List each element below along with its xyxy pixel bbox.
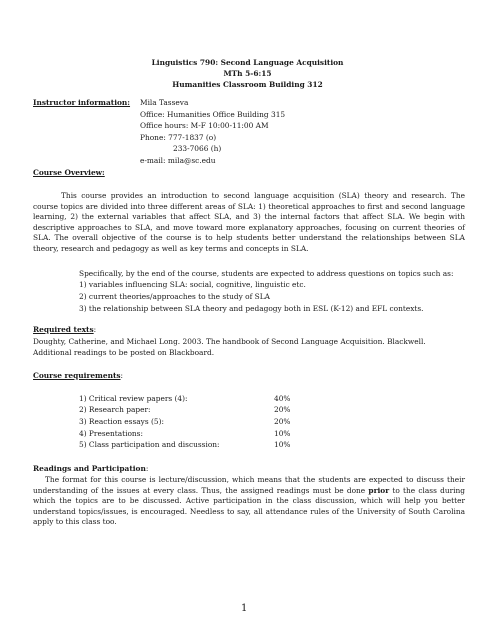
instructor-name: Mila Tasseva <box>140 98 189 107</box>
requirement-name: 5) Class participation and discussion: <box>79 440 220 449</box>
course-location: Humanities Classroom Building 312 <box>172 80 323 89</box>
readings-colon: : <box>145 464 149 473</box>
requirement-percent: 20% <box>274 405 291 414</box>
requirement-row <box>79 417 299 428</box>
course-schedule: MTh 5-6:15 <box>223 69 272 78</box>
required-texts-label: Required texts <box>33 325 94 334</box>
instructor-phone-home: 233-7066 (h) <box>173 144 222 153</box>
readings-text-part: to the class during which the topics are to be discussed. Active participation in the class discussion, which will help you better understand topics/issues, is encouraged. Needless to say, all attendance rules of the University of South Carolina apply to this class too. <box>33 485 465 527</box>
overview-paragraph: This course provides an introduction to second language acquisition (SLA) theory and research. The course topics are divided into three different areas of SLA: 1) theoretical approaches to first and second language learning, 2) the external variables that affect SLA, and 3) the internal factors that affect SLA. We begin with descriptive approaches to SLA, and move toward more explanatory approaches, focusing on current theories of SLA. The overall objective of the course is to help students better understand the relationships between SLA theory, research and pedagogy as well as key terms and concepts in SLA. <box>33 191 465 253</box>
requirement-row <box>79 440 299 451</box>
page-number: 1 <box>241 603 248 614</box>
course-requirements-colon: : <box>120 371 124 380</box>
readings-label: Readings and Participation <box>33 464 146 473</box>
course-title: Linguistics 790: Second Language Acquisition <box>151 58 344 67</box>
overview-topic-item: 1) variables influencing SLA: social, cognitive, linguistic etc. <box>79 280 306 289</box>
requirement-row <box>79 429 299 440</box>
instructor-email: e-mail: mila@sc.edu <box>140 156 216 165</box>
requirement-row <box>79 394 299 405</box>
requirement-name: 4) Presentations: <box>79 429 143 438</box>
requirement-name: 1) Critical review papers (4): <box>79 394 188 403</box>
instructor-label: Instructor information: <box>33 98 131 107</box>
required-texts-colon: : <box>93 325 97 334</box>
instructor-office: Office: Humanities Office Building 315 <box>140 110 286 119</box>
requirement-row <box>79 405 299 416</box>
readings-text-part: The format for this course is lecture/discussion, which means that the students are expected to discuss their understanding of the issues at every class. Thus, the assigned readings must be done <box>33 475 465 495</box>
requirement-name: 2) Research paper: <box>79 405 151 414</box>
required-text-citation: Doughty, Catherine, and Michael Long. 2003. The handbook of Second Language Acquisition. Blackwell. <box>33 337 426 346</box>
instructor-hours: Office hours: M-F 10:00-11:00 AM <box>140 121 269 130</box>
readings-paragraph <box>33 475 465 528</box>
overview-topic-item: 3) the relationship between SLA theory and pedagogy both in ESL (K-12) and EFL contexts. <box>79 304 424 313</box>
requirement-name: 3) Reaction essays (5): <box>79 417 164 426</box>
course-requirements-heading <box>33 371 123 382</box>
overview-topics-intro: Specifically, by the end of the course, students are expected to address questions on topics such as: <box>79 269 454 278</box>
required-texts-heading <box>33 325 96 336</box>
requirement-percent: 10% <box>274 440 291 449</box>
readings-heading <box>33 464 148 475</box>
readings-emphasis: prior <box>368 485 390 495</box>
additional-readings-note: Additional readings to be posted on Blackboard. <box>33 348 215 357</box>
course-overview-label: Course Overview: <box>33 168 105 177</box>
requirement-percent: 20% <box>274 417 291 426</box>
course-requirements-label: Course requirements <box>33 371 121 380</box>
requirement-percent: 40% <box>274 394 291 403</box>
requirement-percent: 10% <box>274 429 291 438</box>
instructor-phone-office: Phone: 777-1837 (o) <box>140 133 217 142</box>
overview-topic-item: 2) current theories/approaches to the study of SLA <box>79 292 270 301</box>
